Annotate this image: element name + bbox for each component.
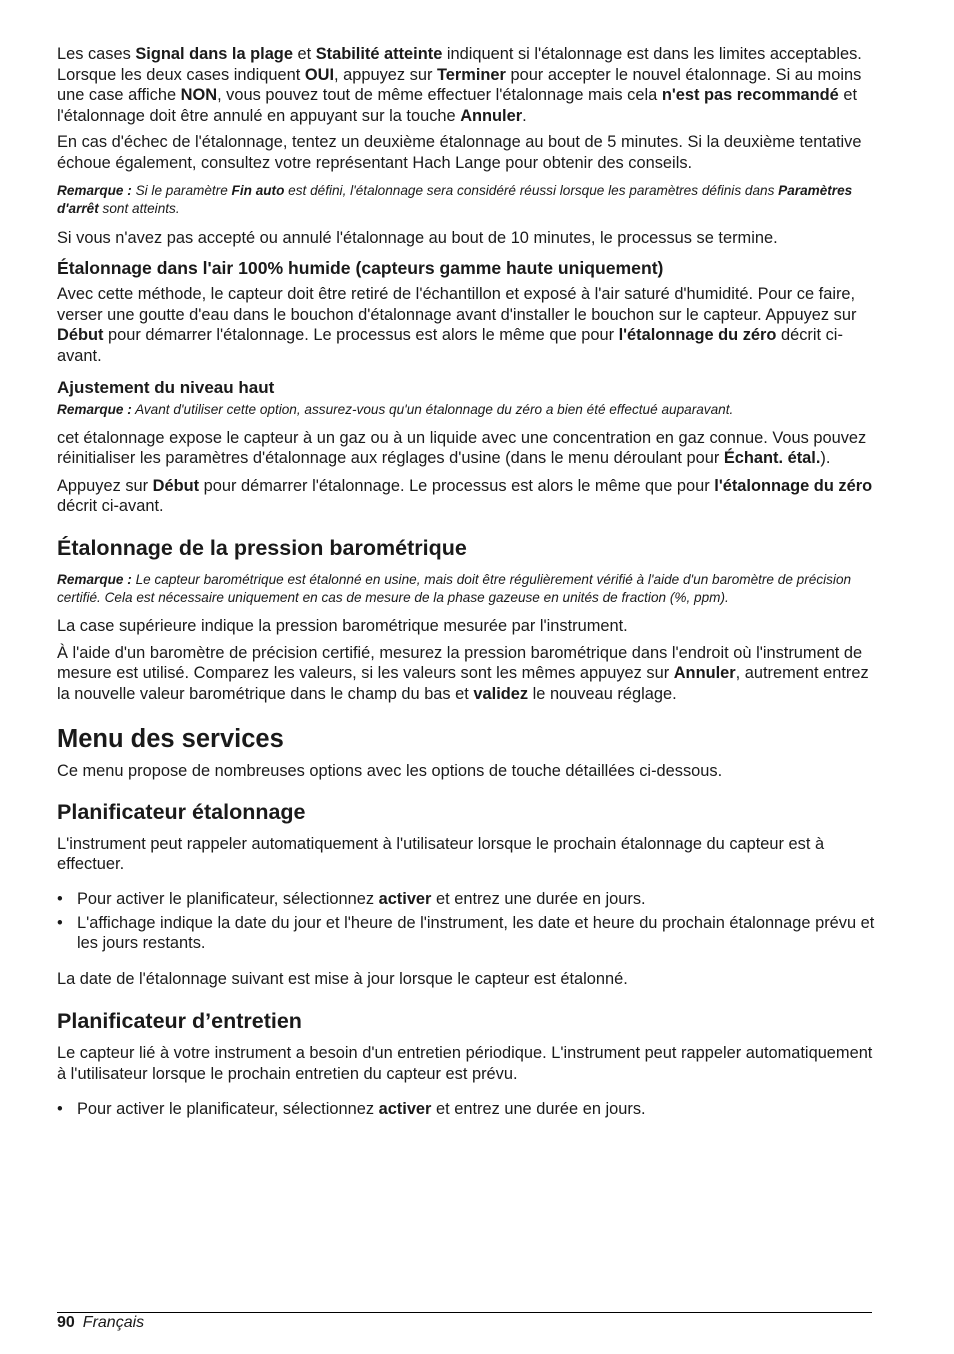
paragraph-case-superieure: La case supérieure indique la pression barométrique mesurée par l'instrument. xyxy=(57,616,628,635)
paragraph-planificateur-entretien: Le capteur lié à votre instrument a besoin d'un entretien périodique. L'instrument peut rappeler automatiquement à l'utilisateur lorsque le prochain entretien du capteur est prévu. xyxy=(57,1044,873,1084)
paragraph-date-suivante: La date de l'étalonnage suivant est mise à jour lorsque le capteur est étalonné. xyxy=(57,969,628,988)
bullet-icon: • xyxy=(57,890,63,909)
paragraph-air-humide: Avec cette méthode, le capteur doit être retiré de l'échantillon et exposé à l'air saturé d'humidité. Pour ce faire, verser une goutte d'eau dans le bouchon d'étalonnage avant d'installer le bouchon sur le capteur. Appuyez sur Début pour démarrer l'étalonnage. Le processus est alors le même que pour l'étalonnage du zéro décrit ci-avant. xyxy=(57,285,857,365)
page-number: 90 xyxy=(57,1314,75,1331)
heading-planificateur-entretien: Planificateur d’entretien xyxy=(57,1009,302,1034)
heading-menu-services: Menu des services xyxy=(57,725,284,754)
bullet-icon: • xyxy=(57,1099,63,1118)
footer-language: Français xyxy=(82,1314,145,1331)
list-item: • Pour activer le planificateur, sélectionnez activer et entrez une durée en jours. xyxy=(57,1099,646,1118)
paragraph-ajustement: cet étalonnage expose le capteur à un gaz ou à un liquide avec une concentration en gaz connue. Vous pouvez réinitialiser les paramètres d'étalonnage aux réglages d'usine (dans le menu déroulant pour Échant. étal.). xyxy=(57,428,867,468)
paragraph-planificateur-etalonnage: L'instrument peut rappeler automatiquement à l'utilisateur lorsque le prochain étalonnage du capteur est à effectuer. xyxy=(57,834,825,874)
note-ajustement: Remarque : Avant d'utiliser cette option, assurez-vous qu'un étalonnage du zéro a bien été effectué auparavant. xyxy=(57,401,734,417)
paragraph-barometre: À l'aide d'un baromètre de précision certifié, mesurez la pression barométrique dans l'endroit où l'instrument de mesure est utilisé. Comparez les valeurs, si les valeurs sont les mêmes appuyez sur Annuler, autrement entrez la nouvelle valeur barométrique dans le champ du bas et validez le nouveau réglage. xyxy=(57,643,869,703)
heading-pression-barometrique: Étalonnage de la pression barométrique xyxy=(57,535,467,560)
paragraph-echec: En cas d'échec de l'étalonnage, tentez un deuxième étalonnage au bout de 5 minutes. Si la deuxième tentative échoue également, consultez votre représentant Hach Lange pour obtenir des conseils. xyxy=(57,133,862,172)
paragraph-timeout: Si vous n'avez pas accepté ou annulé l'étalonnage au bout de 10 minutes, le processus se termine. xyxy=(57,228,778,247)
list-planificateur-etalonnage xyxy=(57,889,877,954)
list-item: • Pour activer le planificateur, sélectionnez activer et entrez une durée en jours. xyxy=(57,890,646,909)
heading-ajustement: Ajustement du niveau haut xyxy=(57,377,275,397)
note-barometre: Remarque : Le capteur barométrique est étalonné en usine, mais doit être régulièrement vérifié à l'aide d'un baromètre de précision certifié. Cela est nécessaire uniquement en cas de mesure de la phase gazeuse en unités de fraction (%, ppm). xyxy=(57,571,852,605)
paragraph-signal-stabilite: Les cases Signal dans la plage et Stabilité atteinte indiquent si l'étalonnage est dans les limites acceptables. Lorsque les deux cases indiquent OUI, appuyez sur Terminer pour accepter le nouvel étalonnage. Si au moins une case affiche NON, vous pouvez tout de même effectuer l'étalonnage mais cela n'est pas recommandé et l'étalonnage doit être annulé en appuyant sur la touche Annuler. xyxy=(57,45,862,125)
footer-divider xyxy=(57,1312,872,1313)
paragraph-debut: Appuyez sur Début pour démarrer l'étalonnage. Le processus est alors le même que pour l'étalonnage du zéro décrit ci-avant. xyxy=(57,476,873,516)
bullet-icon: • xyxy=(57,913,63,932)
heading-air-humide: Étalonnage dans l'air 100% humide (capteurs gamme haute uniquement) xyxy=(57,258,664,279)
paragraph-menu: Ce menu propose de nombreuses options avec les options de touche détaillées ci-dessous. xyxy=(57,762,723,781)
footer xyxy=(57,1313,144,1333)
note-fin-auto: Remarque : Si le paramètre Fin auto est défini, l'étalonnage sera considéré réussi lorsque les paramètres définis dans Paramètres d'arrêt sont atteints. xyxy=(57,182,853,216)
content xyxy=(57,44,877,1122)
list-planificateur-entretien xyxy=(57,1099,877,1120)
list-item: • L'affichage indique la date du jour et l'heure de l'instrument, les date et heure du prochain étalonnage prévu et les jours restants. xyxy=(57,913,875,953)
heading-planificateur-etalonnage: Planificateur étalonnage xyxy=(57,799,306,824)
